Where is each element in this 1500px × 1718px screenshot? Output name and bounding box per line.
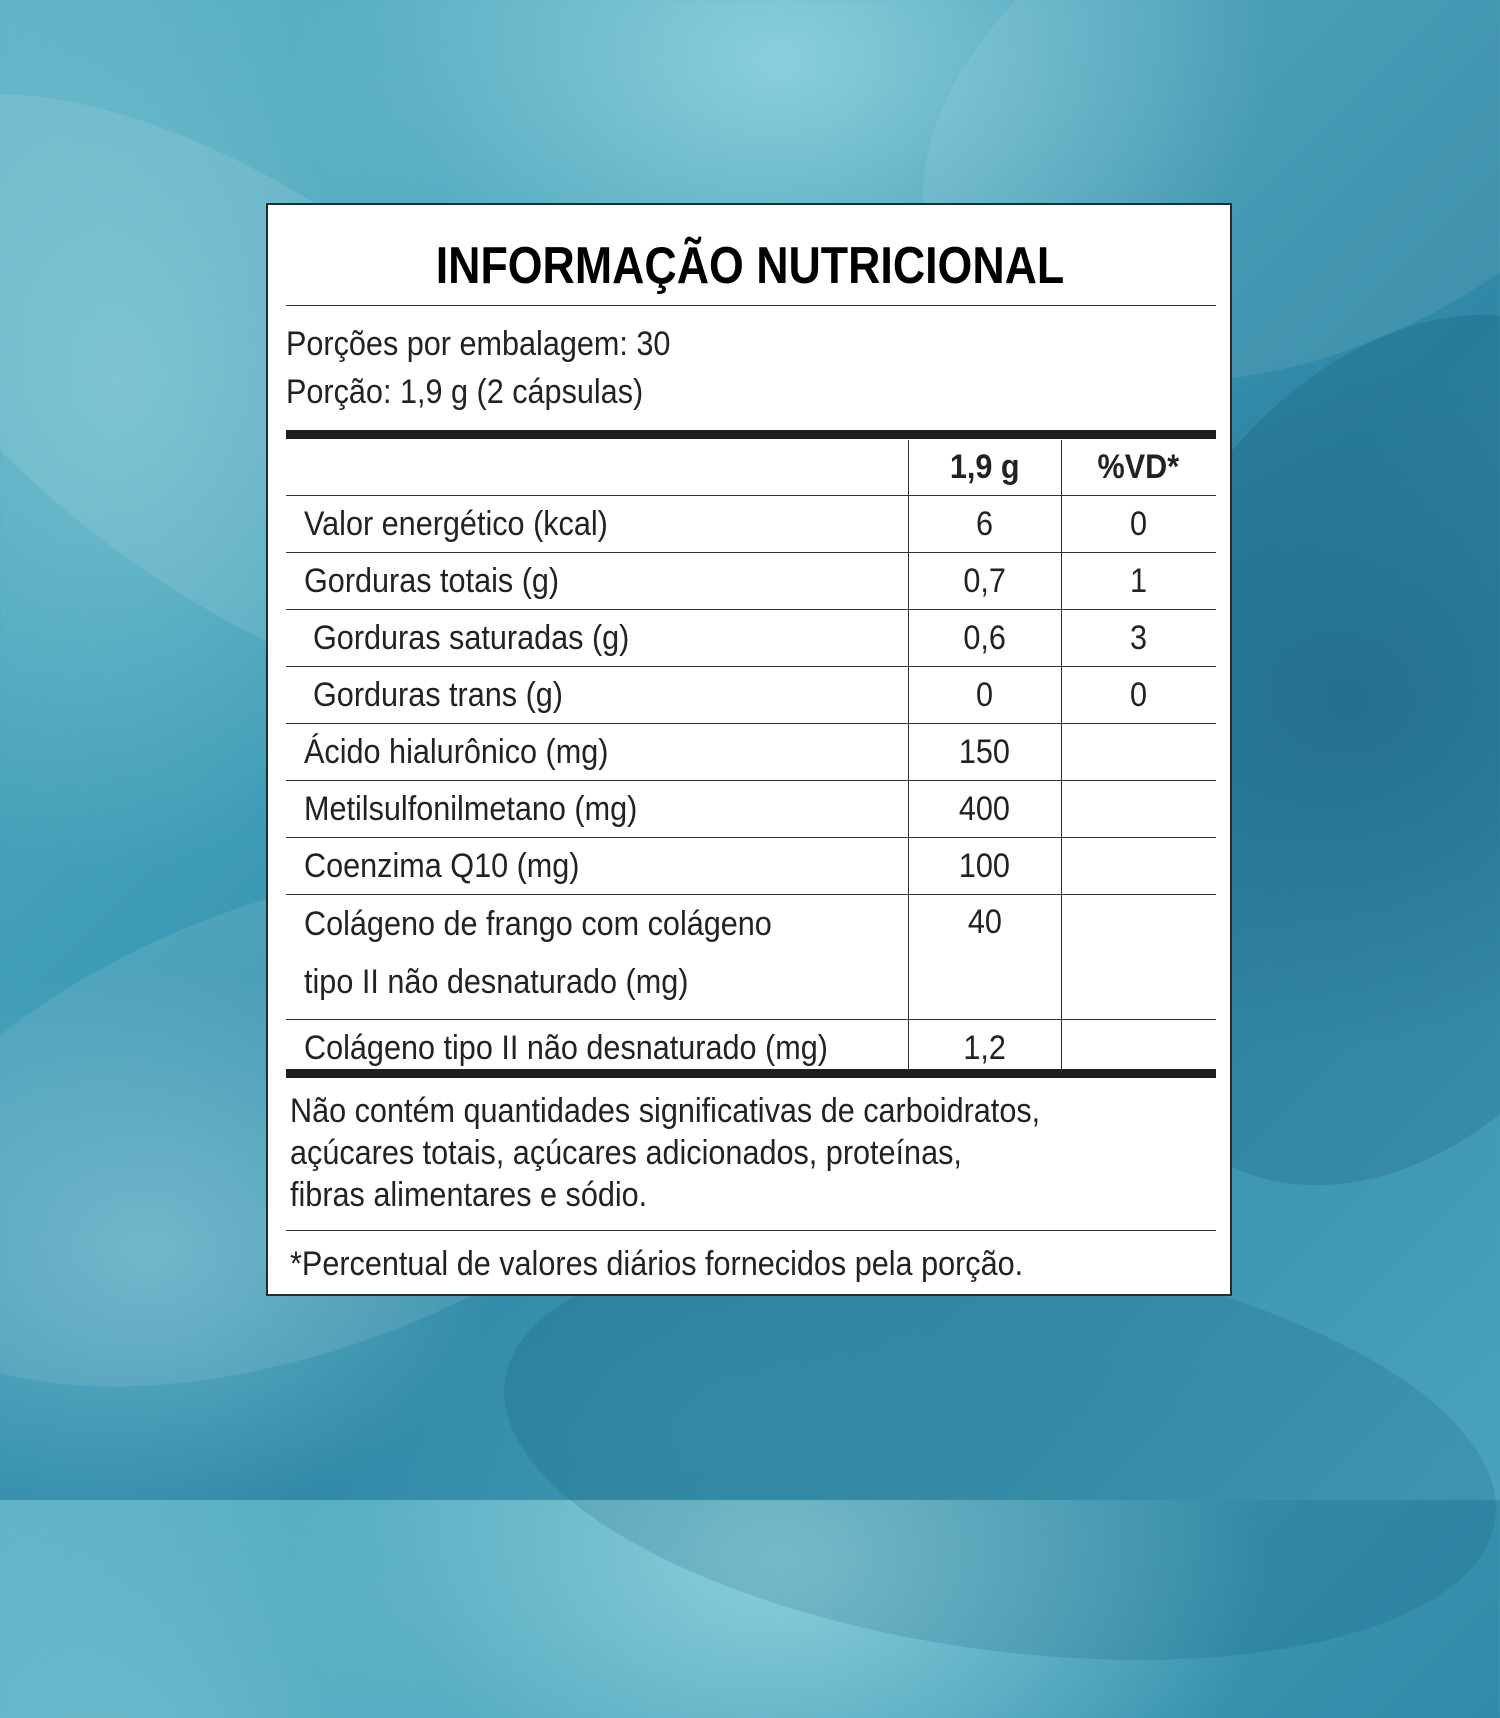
nutrient-name: Gorduras trans (g) (313, 675, 563, 714)
nutrient-name: Colágeno tipo II não desnaturado (mg) (304, 1028, 828, 1067)
nutrient-amount: 400 (958, 789, 1011, 828)
nutrient-dv: 1 (1130, 561, 1148, 600)
divider (286, 1230, 1216, 1231)
label-title: INFORMAÇÃO NUTRICIONAL (435, 237, 1065, 295)
table-row (286, 553, 1216, 610)
table-row (286, 610, 1216, 667)
daily-value-note: *Percentual de valores diários fornecidos pela porção. (290, 1245, 1024, 1283)
footnote-line: fibras alimentares e sódio. (290, 1176, 648, 1214)
header-amount: 1,9 g (908, 440, 1061, 496)
nutrient-amount: 40 (967, 903, 1002, 941)
nutrient-amount: 0,7 (963, 561, 1006, 600)
nutrient-name: Colágeno de frango com colágeno tipo II não desnaturado (mg) (304, 905, 772, 1001)
table-row (286, 1020, 1216, 1077)
nutrient-name: Gorduras totais (g) (304, 561, 560, 600)
nutrient-amount: 0 (975, 675, 994, 714)
thick-divider (286, 430, 1216, 439)
nutrient-amount: 100 (958, 846, 1011, 885)
nutrient-amount: 6 (975, 504, 994, 543)
divider (286, 305, 1216, 306)
nutrient-name: Coenzima Q10 (mg) (304, 846, 580, 885)
nutrient-dv: 3 (1130, 618, 1148, 657)
table-row (286, 667, 1216, 724)
nutrient-name: Metilsulfonilmetano (mg) (304, 789, 638, 828)
table-row (286, 838, 1216, 895)
table-header-row (286, 440, 1216, 496)
table-row (286, 895, 1216, 1020)
header-nutrient (286, 440, 908, 496)
table-row (286, 496, 1216, 553)
nutrient-amount: 150 (958, 732, 1011, 771)
serving-size: Porção: 1,9 g (2 cápsulas) (286, 373, 644, 411)
table-row (286, 724, 1216, 781)
nutrient-dv: 0 (1130, 675, 1148, 714)
header-dv: %VD* (1061, 440, 1216, 496)
table-row (286, 781, 1216, 838)
thick-divider (286, 1069, 1216, 1078)
nutrient-name: Valor energético (kcal) (304, 504, 608, 543)
nutrient-amount: 1,2 (963, 1028, 1006, 1067)
footnote-line: açúcares totais, açúcares adicionados, proteínas, (290, 1134, 962, 1172)
nutrient-dv: 0 (1130, 504, 1148, 543)
nutrient-name: Ácido hialurônico (mg) (304, 732, 609, 771)
footnote-line: Não contém quantidades significativas de carboidratos, (290, 1092, 1041, 1130)
nutrient-name: Gorduras saturadas (g) (313, 618, 630, 657)
nutrition-table (286, 440, 1216, 1076)
servings-per-package: Porções por embalagem: 30 (286, 325, 671, 363)
nutrient-amount: 0,6 (963, 618, 1006, 657)
